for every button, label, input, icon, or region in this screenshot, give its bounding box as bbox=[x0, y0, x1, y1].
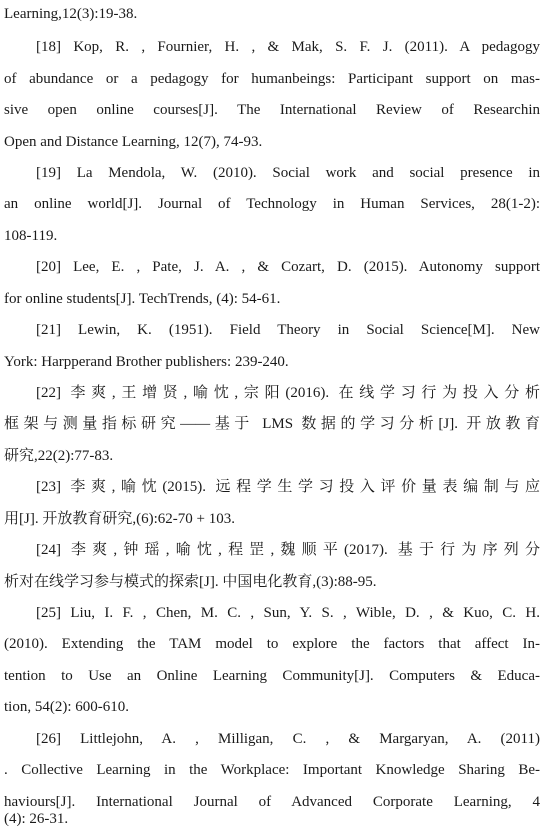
reference-line: 108-119. bbox=[4, 228, 58, 244]
reference-line: for online students[J]. TechTrends, (4): 54-61. bbox=[4, 291, 281, 307]
reference-line: [19] La Mendola, W. (2010). Social work and social presence in bbox=[36, 165, 540, 181]
reference-line: Learning,12(3):19-38. bbox=[4, 6, 138, 22]
reference-line: . Collective Learning in the Workplace: Important Knowledge Sharing Be- bbox=[4, 762, 540, 778]
reference-line: [26] Littlejohn, A. , Milligan, C. , & Margaryan, A. (2011) bbox=[36, 731, 540, 747]
reference-line: 用[J]. 开放教育研究,(6):62-70 + 103. bbox=[4, 511, 235, 527]
reference-line: Open and Distance Learning, 12(7), 74-93. bbox=[4, 134, 263, 150]
reference-line: [22] 李爽,王增贤,喻忱,宗阳(2016). 在线学习行为投入分析 bbox=[36, 385, 540, 401]
reference-line: of abundance or a pedagogy for humanbeings: Participant support on mas- bbox=[4, 71, 540, 87]
reference-line: haviours[J]. International Journal of Advanced Corporate Learning, 4 bbox=[4, 794, 540, 810]
reference-line: (4): 26-31. bbox=[4, 811, 69, 827]
reference-line: [25] Liu, I. F. , Chen, M. C. , Sun, Y. S. , Wible, D. , & Kuo, C. H. bbox=[36, 605, 540, 621]
reference-line: an online world[J]. Journal of Technology in Human Services, 28(1-2): bbox=[4, 196, 540, 212]
reference-line: [24] 李爽,钟瑶,喻忱,程罡,魏顺平(2017). 基于行为序列分 bbox=[36, 542, 540, 558]
reference-line: [18] Kop, R. , Fournier, H. , & Mak, S. F. J. (2011). A pedagogy bbox=[36, 39, 540, 55]
reference-line: [21] Lewin, K. (1951). Field Theory in Social Science[M]. New bbox=[36, 322, 540, 338]
reference-line: (2010). Extending the TAM model to explore the factors that affect In- bbox=[4, 636, 540, 652]
reference-line: [23] 李爽,喻忱(2015). 远程学生学习投入评价量表编制与应 bbox=[36, 479, 540, 495]
reference-line: sive open online courses[J]. The International Review of Researchin bbox=[4, 102, 540, 118]
reference-line: [20] Lee, E. , Pate, J. A. , & Cozart, D. (2015). Autonomy support bbox=[36, 259, 540, 275]
reference-line: tion, 54(2): 600-610. bbox=[4, 699, 129, 715]
reference-line: tention to Use an Online Learning Community[J]. Computers & Educa- bbox=[4, 668, 540, 684]
reference-line: 析对在线学习参与模式的探索[J]. 中国电化教育,(3):88-95. bbox=[4, 574, 377, 590]
reference-line: 框架与测量指标研究——基于 LMS 数据的学习分析[J]. 开放教育 bbox=[4, 416, 540, 432]
reference-line: 研究,22(2):77-83. bbox=[4, 448, 114, 464]
reference-line: York: Harpperand Brother publishers: 239-240. bbox=[4, 354, 289, 370]
